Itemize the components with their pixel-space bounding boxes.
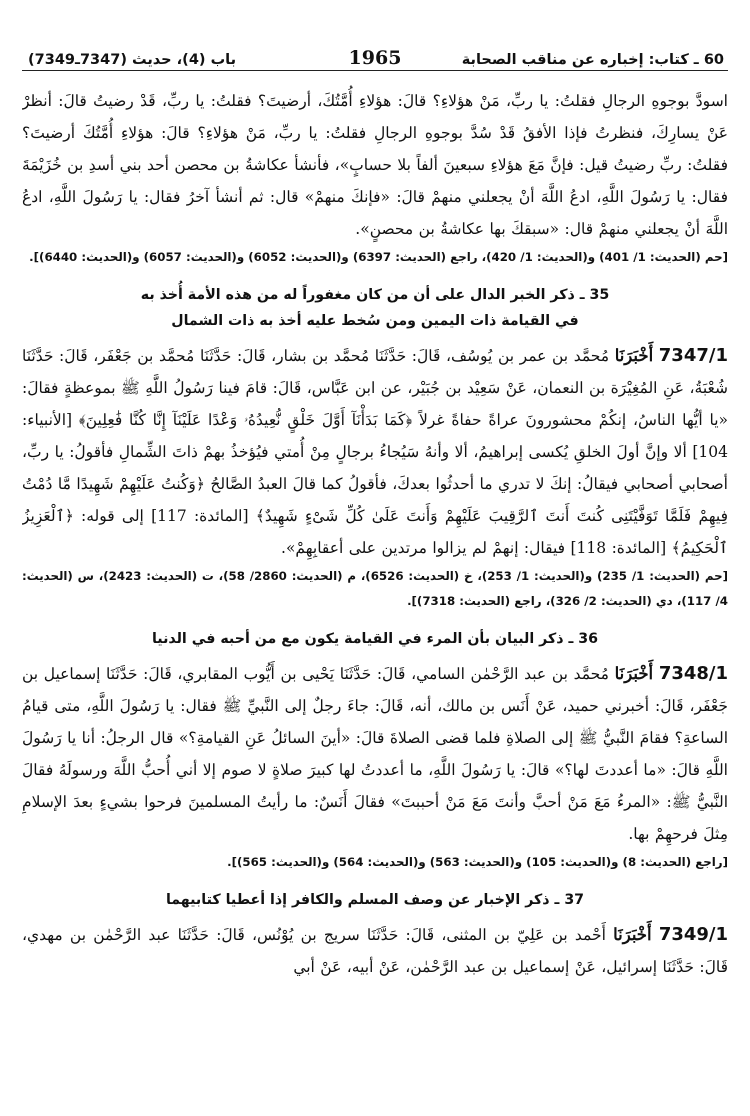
hadith-7348-citation: [راجع (الحديث: 8) و(الحديث: 105) و(الحديث: 563) و(الحديث: 564) و(الحديث: 565)]. [227,855,728,869]
chapter-35-line-2: في القيامة ذات اليمين ومن سُخط عليه أخذ به ذات الشمال [171,313,579,329]
chapter-37-line-1: 37 ـ ذكر الإخبار عن وصف المسلم والكافر إذا أعطيا كتابيهما [165,892,585,908]
chapter-35-line-1: 35 ـ ذكر الخبر الدال على أن من كان مغفوراً له من هذه الأمة أُخذ به [140,287,610,303]
hadith-continuation-citation: [حم (الحديث: 1/ 401) و(الحديث: 1/ 420)، راجع (الحديث: 6397) و(الحديث: 6052) و(الحديث: 6057) و(الحديث: 6440)]. [29,250,728,264]
running-header [22,30,728,71]
chapter-37-heading [22,887,728,913]
hadith-7349-akhbarana: أَخْبَرَنَا [613,925,652,944]
hadith-7348-number: 7348/1 [658,663,728,684]
hadith-7349-text: أَحْمد بن عَلِيّ بن المثنى، قَالَ: حَدَّثَنَا سريج بن يُوْنُس، قَالَ: حَدَّثَنَا عبد الرَّحْمٰن بن مهدي، قَالَ: حَدَّثَنَا إسرائيل، عَنْ إسماعيل بن عبد الرَّحْمٰن، عَنْ أبيه، عَنْ أبي [22,926,728,976]
hadith-7349 [22,919,728,983]
page-number: 1965 [348,47,402,69]
hadith-7347-akhbarana: أَخْبَرَنَا [614,346,654,365]
header-chapter-range: باب (4)، حديث (7347ـ7349) [28,52,237,68]
hadith-7347 [22,340,728,564]
page-content [22,71,728,983]
chapter-35-heading [22,282,728,334]
hadith-7347-text: مُحمَّد بن عمر بن يُوسُف، قَالَ: حَدَّثَنَا مُحمَّد بن بشار، قَالَ: حَدَّثَنَا مُحمَّد بن جَعْفَر، قَالَ: حَدَّثَنَا شُعْبَةُ، عَنِ المُغِيْرَة بن النعمان، عَنْ سَعِيْد بن جُبَيْر، عن ابن عَبَّاس، قَالَ: قامَ فينا رَسُولُ اللَّهِ ﷺ بموعظةٍ فقالَ: «يا أيُّها الناسُ، إنكُمْ محشورونَ عراةً حفاةً غرلاً ﴿كَمَا بَدَأْنَآ أَوَّلَ خَلْقٍ نُّعِيدُهُۥ وَعْدًا عَلَيْنَآ إِنَّا كُنَّا فَٰعِلِينَ﴾ [الأنبياء: 104] ألا وإنَّ أولَ الخلقِ يُكسى إبراهيمُ، ألا وأنهُ سَيُجاءُ برجالٍ مِنْ أُمتي فيُؤخذُ بهمْ ذاتَ الشِّمالِ فأقولُ: يا ربِّ، أصحابي أصحابي فيقالُ: إنكَ لا تدري ما أحدثُوا بعدكَ، فأقولُ كما قالَ العبدُ الصَّالحُ ﴿وَكُنتُ عَلَيْهِمْ شَهِيدًا مَّا دُمْتُ فِيهِمْ فَلَمَّا تَوَفَّيْتَنِى كُنتَ أَنتَ ٱلرَّقِيبَ عَلَيْهِمْ وَأَنتَ عَلَىٰ كُلِّ شَىْءٍ شَهِيدٌ﴾ [المائدة: 117] إلى قوله: ﴿ٱلْعَزِيزُ ٱلْحَكِيمُ﴾ [المائدة: 118] فيقال: إنهمْ لم يزالوا مرتدين على أعقابِهِمْ». [22,347,728,557]
hadith-7348-text: مُحمَّد بن عبد الرَّحْمٰن السامي، قَالَ: حَدَّثَنَا يَحْيى بن أَيُّوب المقابري، قَالَ: حَدَّثَنَا إسماعيل بن جَعْفَر، قَالَ: أخبرني حميد، عَنْ أَنَس بن مالك، أنه، قَالَ: جاءَ رجلٌ إلى النَّبيِّ ﷺ فقال: يا رَسُولَ اللَّهِ، متى قيامُ الساعةِ؟ فقامَ النَّبيُّ ﷺ إلى الصلاةِ فلما قضى الصلاةَ قالَ: «أينَ السائلُ عَنِ القيامةِ؟» قال الرجلُ: أنا يا رَسُولَ اللَّهِ قالَ: «ما أعددتَ لها؟» قالَ: يا رَسُولَ اللَّهِ، ما أعددتُ لها كبيرَ صلاةٍ لا صوم إلا أني أُحبُّ اللَّهَ ورسولَهُ فقالَ النَّبيُّ ﷺ: «المرءُ مَعَ مَنْ أحبَّ وأنتَ مَعَ مَنْ أحببتَ» فقالَ أَنَسٌ: ما رأيتُ المسلمينَ فرحوا بشيءٍ بعدَ الإسلامِ مِثلَ فرحهِمْ بها. [22,665,728,843]
hadith-7348 [22,658,728,850]
chapter-36-line-1: 36 ـ ذكر البيان بأن المرء في القيامة يكون مع من أحبه في الدنيا [151,631,599,647]
book-page [22,30,728,1100]
hadith-7347-number: 7347/1 [658,345,728,366]
hadith-continuation-text: اسودَّ بوجوهِ الرجالِ فقلتُ: يا ربِّ، مَنْ هؤلاءِ؟ قالَ: هؤلاءِ أُمَّتُكَ، أرضيتَ؟ فقلتُ: يا ربِّ، قَدْ رضيتُ قالَ: أنظرْ عَنْ يسارِكَ، فنظرتُ فإذا الأفقُ قَدْ سُدَّ بوجوهِ الرجالِ فقلتُ: يا ربِّ، مَنْ هؤلاءِ؟ قالَ: هؤلاءِ أُمَّتُكَ أرضيتَ؟ فقلتُ: ربِّ رضيتُ قيل: فإنَّ مَعَ هؤلاءِ سبعينَ ألفاً بلا حسابٍ»، فأنشأ عكاشةُ بن محصن أحد بني أسدِ بن خُزَيْمَةَ فقال: يا رَسُولَ اللَّهِ، ادعُ اللَّهَ أنْ يجعلني منهمْ قالَ: «فإنكَ منهمْ» قال: ثم أنشأ آخرُ فقال: يا رَسُولَ اللَّهِ، ادعُ اللَّهَ أنْ يجعلني منهمْ قال: «سبقكَ بها عكاشةُ بن محصنٍ». [22,92,728,238]
hadith-7349-number: 7349/1 [658,924,728,945]
chapter-36-heading [22,626,728,652]
hadith-7347-citation: [حم (الحديث: 1/ 235) و(الحديث: 1/ 253)، خ (الحديث: 6526)، م (الحديث: 2860/ 58)، ت (الحديث: 2423)، س (الحديث: 4/ 117)، دي (الحديث: 2/ 326)، راجع (الحديث: 7318)]. [22,569,728,608]
hadith-7348-akhbarana: أَخْبَرَنَا [614,664,654,683]
header-book-title: 60 ـ كتاب: إخباره عن مناقب الصحابة [461,52,724,68]
